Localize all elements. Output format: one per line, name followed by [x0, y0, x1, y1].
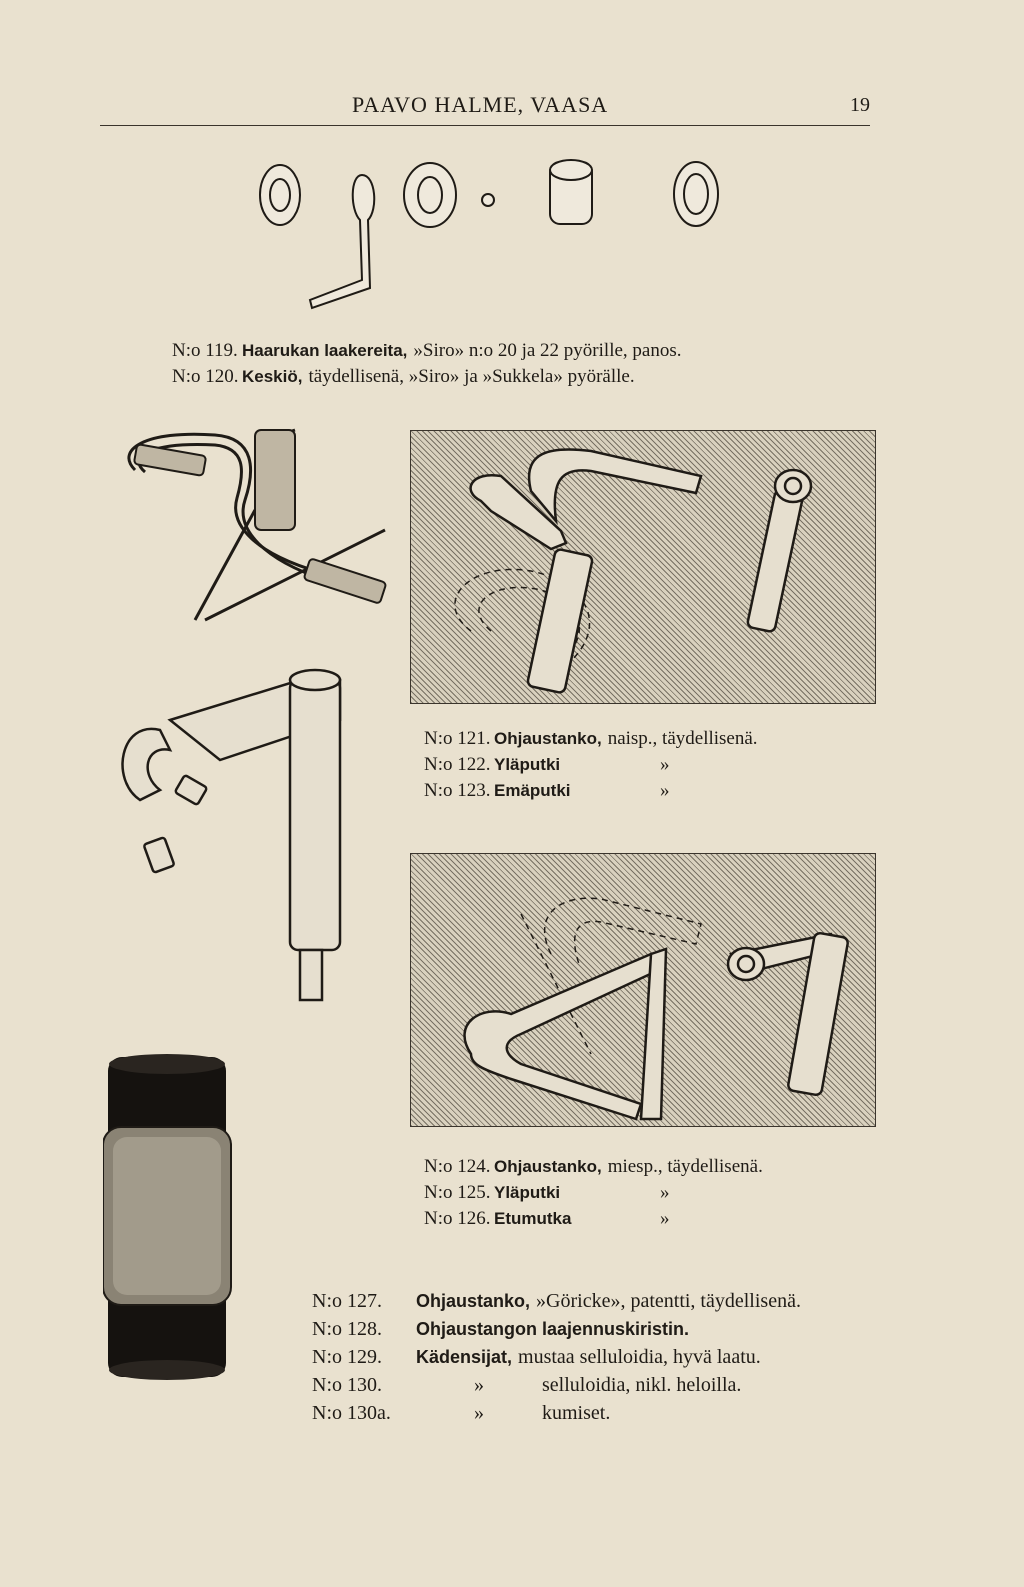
bearings-illustration [250, 150, 730, 320]
page-title: PAAVO HALME, VAASA [352, 92, 609, 117]
ditto-mark: » [660, 780, 670, 801]
item-description: täydellisenä, »Siro» ja »Sukkela» pyörälle. [308, 366, 635, 387]
caption-row [424, 1180, 763, 1206]
item-name: Ohjaustanko, [494, 729, 602, 748]
item-number: N:o 121. [424, 728, 491, 749]
item-name: Haarukan laakereita, [242, 341, 408, 360]
item-description: miesp., täydellisenä. [607, 1156, 763, 1177]
item-number: N:o 122. [424, 754, 491, 775]
item-description: »Siro» n:o 20 ja 22 pyörille, panos. [413, 340, 682, 361]
page-number: 19 [850, 94, 870, 116]
handlebar-on-frame-illustration [105, 410, 405, 630]
item-number: N:o 120. [172, 366, 239, 387]
item-name: Ohjaustangon laajennuskiristin. [416, 1319, 690, 1339]
item-number: N:o 130a. [312, 1402, 391, 1424]
item-number: N:o 130. [312, 1374, 382, 1396]
item-number: N:o 123. [424, 780, 491, 801]
stem-clamp-illustration [100, 650, 360, 1010]
ditto-mark: » [660, 754, 670, 775]
caption-row [424, 1206, 763, 1232]
item-name: Kädensijat, [416, 1347, 513, 1367]
item-number: N:o 119. [172, 340, 238, 361]
item-description: mustaa selluloidia, hyvä laatu. [518, 1346, 761, 1368]
caption-row [172, 364, 681, 390]
item-number: N:o 128. [312, 1318, 382, 1340]
caption-row [312, 1343, 801, 1371]
caption-group-goricke-and-grips [312, 1287, 801, 1427]
mens-handlebar-panel [410, 853, 876, 1127]
item-number: N:o 129. [312, 1346, 382, 1368]
caption-row [424, 778, 758, 804]
item-number: N:o 124. [424, 1156, 491, 1177]
header-rule [100, 125, 870, 126]
page-header [100, 92, 870, 132]
item-description: »Göricke», patentti, täydellisenä. [536, 1290, 801, 1312]
item-name: Yläputki [494, 1183, 561, 1202]
caption-row [424, 1154, 763, 1180]
item-number: N:o 125. [424, 1182, 491, 1203]
caption-row [312, 1287, 801, 1315]
caption-row [312, 1315, 801, 1343]
ladies-handlebar-panel [410, 430, 876, 704]
ditto-mark: » [474, 1402, 484, 1424]
item-description: selluloidia, nikl. heloilla. [542, 1374, 742, 1396]
caption-group-bearings [172, 338, 681, 390]
item-number: N:o 127. [312, 1290, 382, 1312]
item-number: N:o 126. [424, 1208, 491, 1229]
item-name: Etumutka [494, 1209, 572, 1228]
ditto-mark: » [660, 1208, 670, 1229]
caption-row [424, 726, 758, 752]
caption-group-mens-handlebar [424, 1154, 763, 1232]
ditto-mark: » [474, 1374, 484, 1396]
ditto-mark: » [660, 1182, 670, 1203]
caption-group-ladies-handlebar [424, 726, 758, 804]
caption-row [312, 1371, 801, 1399]
handle-grip-illustration [103, 1052, 233, 1382]
item-name: Yläputki [494, 755, 561, 774]
item-name: Ohjaustanko, [494, 1157, 602, 1176]
item-name: Ohjaustanko, [416, 1291, 531, 1311]
item-description: kumiset. [542, 1402, 611, 1424]
item-name: Keskiö, [242, 367, 303, 386]
caption-row [172, 338, 681, 364]
caption-row [312, 1399, 801, 1427]
item-description: naisp., täydellisenä. [607, 728, 758, 749]
caption-row [424, 752, 758, 778]
item-name: Emäputki [494, 781, 571, 800]
